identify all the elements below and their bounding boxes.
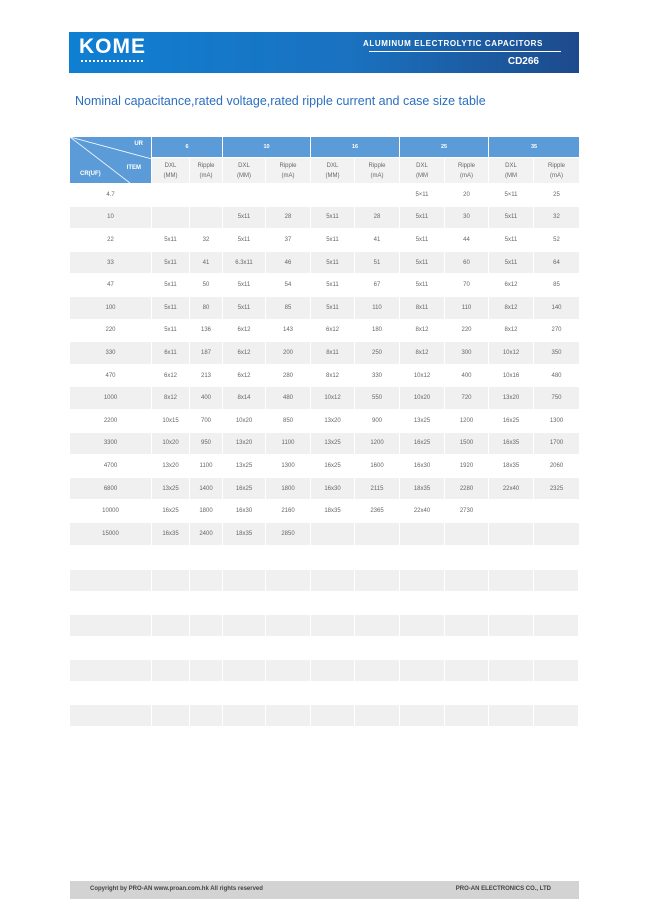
ripple-cell: 1300: [534, 410, 579, 433]
case-size-cell: 5x11: [311, 252, 355, 275]
table-body: [70, 184, 579, 546]
ripple-cell: 110: [355, 297, 400, 320]
empty-cell: [266, 570, 310, 591]
ripple-cell: 143: [266, 320, 311, 343]
ripple-cell: 2115: [355, 478, 400, 501]
case-size-cell: 8x14: [223, 387, 266, 410]
subheader-ripple: Ripple (mA): [445, 158, 489, 184]
case-size-cell: 5x11: [400, 229, 445, 252]
footer-company: PRO-AN ELECTRONICS CO., LTD: [455, 886, 551, 892]
case-size-cell: 10x16: [489, 365, 534, 388]
empty-cell: [70, 570, 151, 591]
ripple-cell: 2850: [266, 523, 311, 546]
capacitance-cell: 470: [70, 365, 152, 388]
case-size-cell: 13x25: [400, 410, 445, 433]
case-size-cell: 16x30: [223, 500, 266, 523]
empty-cell: [223, 660, 265, 681]
ripple-cell: 85: [534, 274, 579, 297]
case-size-cell: 5x11: [400, 252, 445, 275]
case-size-cell: 8x12: [400, 320, 445, 343]
kome-logo: [79, 36, 145, 68]
case-size-cell: 8x12: [489, 297, 534, 320]
case-size-cell: 5x11: [311, 274, 355, 297]
ripple-cell: 180: [355, 320, 400, 343]
ripple-cell: 28: [355, 207, 400, 230]
ripple-cell: 136: [190, 320, 223, 343]
ripple-cell: 1100: [266, 433, 311, 456]
ripple-cell: 1920: [445, 455, 489, 478]
empty-cell: [489, 570, 533, 591]
ripple-cell: 32: [190, 229, 223, 252]
ripple-cell: 1400: [190, 478, 223, 501]
case-size-cell: 8x12: [489, 320, 534, 343]
voltage-35: 35: [489, 137, 579, 158]
ripple-cell: 44: [445, 229, 489, 252]
case-size-cell: 5x11: [152, 297, 190, 320]
capacitance-cell: 4700: [70, 455, 152, 478]
case-size-cell: 13x20: [152, 455, 190, 478]
case-size-cell: 5x11: [311, 229, 355, 252]
case-size-cell: 6x12: [311, 320, 355, 343]
empty-cell: [190, 570, 222, 591]
table-row: [70, 342, 579, 365]
case-size-cell: 5x11: [223, 229, 266, 252]
empty-cell: [266, 615, 310, 636]
case-size-cell: 5x11: [311, 297, 355, 320]
ripple-cell: 2325: [534, 478, 579, 501]
empty-cell: [355, 705, 399, 726]
empty-cell: [400, 570, 444, 591]
ripple-cell: 400: [190, 387, 223, 410]
table-row: [70, 207, 579, 230]
empty-cell: [400, 615, 444, 636]
ripple-cell: 900: [355, 410, 400, 433]
empty-cell: [223, 570, 265, 591]
case-size-cell: 5x11: [152, 252, 190, 275]
ripple-cell: 60: [445, 252, 489, 275]
table-row: [70, 184, 579, 207]
ripple-cell: [445, 523, 489, 546]
empty-cell: [311, 660, 354, 681]
ripple-cell: 2365: [355, 500, 400, 523]
ripple-cell: 2400: [190, 523, 223, 546]
banner-divider: [369, 51, 561, 52]
ripple-cell: 850: [266, 410, 311, 433]
case-size-cell: 18x35: [489, 455, 534, 478]
corner-item: ITEM: [126, 165, 141, 171]
spec-table: [70, 137, 579, 546]
empty-cell: [70, 660, 151, 681]
corner-ur: UR: [134, 141, 143, 147]
ripple-cell: 54: [266, 274, 311, 297]
capacitance-cell: 4.7: [70, 184, 152, 207]
ripple-cell: 51: [355, 252, 400, 275]
case-size-cell: 6x12: [223, 320, 266, 343]
case-size-cell: [223, 184, 266, 207]
table-row: [70, 387, 579, 410]
ripple-cell: 1200: [445, 410, 489, 433]
capacitance-cell: 22: [70, 229, 152, 252]
ripple-cell: 110: [445, 297, 489, 320]
ripple-cell: 350: [534, 342, 579, 365]
case-size-cell: 8x11: [400, 297, 445, 320]
capacitance-cell: 33: [70, 252, 152, 275]
case-size-cell: 5x11: [223, 274, 266, 297]
ripple-cell: 2280: [445, 478, 489, 501]
subheader-dxl: DXL (MM: [400, 158, 445, 184]
ripple-cell: 2060: [534, 455, 579, 478]
ripple-cell: 41: [190, 252, 223, 275]
case-size-cell: 16x25: [311, 455, 355, 478]
empty-cell: [266, 705, 310, 726]
corner-cr: CR(UF): [80, 171, 101, 177]
ripple-cell: 480: [266, 387, 311, 410]
case-size-cell: 13x25: [311, 433, 355, 456]
ripple-cell: 220: [445, 320, 489, 343]
case-size-cell: 18x35: [311, 500, 355, 523]
case-size-cell: 10x20: [223, 410, 266, 433]
case-size-cell: 22x40: [489, 478, 534, 501]
empty-cell: [445, 705, 488, 726]
case-size-cell: 6x12: [223, 365, 266, 388]
table-row: [70, 410, 579, 433]
case-size-cell: 8x12: [152, 387, 190, 410]
ripple-cell: 2160: [266, 500, 311, 523]
case-size-cell: 6x12: [152, 365, 190, 388]
subheader-dxl: DXL (MM): [223, 158, 266, 184]
case-size-cell: [311, 184, 355, 207]
case-size-cell: 13x20: [223, 433, 266, 456]
case-size-cell: 10x15: [152, 410, 190, 433]
empty-cell: [400, 660, 444, 681]
ripple-cell: 2730: [445, 500, 489, 523]
ripple-cell: [534, 500, 579, 523]
case-size-cell: 16x25: [152, 500, 190, 523]
case-size-cell: [489, 500, 534, 523]
empty-row: [70, 570, 579, 591]
ripple-cell: 1700: [534, 433, 579, 456]
capacitance-cell: 10: [70, 207, 152, 230]
ripple-cell: [534, 523, 579, 546]
empty-cell: [223, 615, 265, 636]
case-size-cell: 5x11: [489, 229, 534, 252]
case-size-cell: [489, 523, 534, 546]
ripple-cell: 213: [190, 365, 223, 388]
ripple-cell: [190, 184, 223, 207]
empty-cell: [534, 705, 578, 726]
ripple-cell: [190, 207, 223, 230]
empty-cell: [311, 615, 354, 636]
case-size-cell: 6x12: [223, 342, 266, 365]
case-size-cell: 6x11: [152, 342, 190, 365]
empty-cell: [489, 660, 533, 681]
capacitance-cell: 220: [70, 320, 152, 343]
case-size-cell: 5x11: [152, 320, 190, 343]
ripple-cell: 270: [534, 320, 579, 343]
empty-cell: [534, 660, 578, 681]
empty-cell: [445, 570, 488, 591]
empty-cell: [534, 615, 578, 636]
case-size-cell: 10x20: [400, 387, 445, 410]
ripple-cell: 280: [266, 365, 311, 388]
ripple-cell: 1100: [190, 455, 223, 478]
case-size-cell: 16x25: [400, 433, 445, 456]
case-size-cell: 16x25: [489, 410, 534, 433]
ripple-cell: 50: [190, 274, 223, 297]
case-size-cell: 5x11: [489, 207, 534, 230]
table-corner: [70, 137, 152, 184]
voltage-10: 10: [223, 137, 311, 158]
ripple-cell: 950: [190, 433, 223, 456]
ripple-cell: [355, 184, 400, 207]
ripple-cell: 67: [355, 274, 400, 297]
case-size-cell: 5x11: [400, 207, 445, 230]
empty-cell: [489, 615, 533, 636]
case-size-cell: 10x12: [400, 365, 445, 388]
empty-cell: [311, 705, 354, 726]
ripple-cell: 1500: [445, 433, 489, 456]
ripple-cell: 52: [534, 229, 579, 252]
logo-dots: [81, 60, 143, 68]
ripple-cell: 30: [445, 207, 489, 230]
footer-bar: [70, 881, 579, 899]
ripple-cell: 250: [355, 342, 400, 365]
case-size-cell: 10x12: [311, 387, 355, 410]
ripple-cell: 25: [534, 184, 579, 207]
case-size-cell: 13x25: [223, 455, 266, 478]
empty-row: [70, 615, 579, 636]
ripple-cell: 70: [445, 274, 489, 297]
capacitance-cell: 1000: [70, 387, 152, 410]
ripple-cell: 330: [355, 365, 400, 388]
empty-cell: [445, 660, 488, 681]
ripple-cell: 85: [266, 297, 311, 320]
ripple-cell: 37: [266, 229, 311, 252]
subheader-ripple: Ripple (mA): [534, 158, 579, 184]
empty-cell: [70, 705, 151, 726]
empty-cell: [190, 615, 222, 636]
voltage-6: 6: [152, 137, 223, 158]
capacitance-cell: 10000: [70, 500, 152, 523]
ripple-cell: 550: [355, 387, 400, 410]
voltage-16: 16: [311, 137, 400, 158]
ripple-cell: 1300: [266, 455, 311, 478]
case-size-cell: [400, 523, 445, 546]
empty-cell: [70, 615, 151, 636]
subheader-dxl: DXL (MM): [152, 158, 190, 184]
empty-cell: [266, 660, 310, 681]
empty-cell: [152, 660, 189, 681]
case-size-cell: 18x35: [223, 523, 266, 546]
capacitance-cell: 3300: [70, 433, 152, 456]
table-row: [70, 455, 579, 478]
ripple-cell: [266, 184, 311, 207]
voltage-header-row: [70, 137, 579, 158]
capacitance-cell: 6800: [70, 478, 152, 501]
case-size-cell: 13x20: [311, 410, 355, 433]
logo-text: KOME: [79, 35, 146, 58]
case-size-cell: [311, 523, 355, 546]
ripple-cell: 1800: [190, 500, 223, 523]
empty-row: [70, 705, 579, 726]
capacitance-cell: 330: [70, 342, 152, 365]
footer-copyright: Copyright by PRO-AN www.proan.com.hk All rights reserved: [90, 886, 263, 892]
subheader-dxl: DXL (MM: [489, 158, 534, 184]
ripple-cell: 140: [534, 297, 579, 320]
table-row: [70, 523, 579, 546]
ripple-cell: 480: [534, 365, 579, 388]
ripple-cell: 32: [534, 207, 579, 230]
case-size-cell: 5x11: [223, 207, 266, 230]
subheader-dxl: DXL (MM): [311, 158, 355, 184]
ripple-cell: 200: [266, 342, 311, 365]
ripple-cell: 720: [445, 387, 489, 410]
subheader-ripple: Ripple (mA): [190, 158, 223, 184]
empty-cell: [534, 570, 578, 591]
ripple-cell: 64: [534, 252, 579, 275]
empty-cell: [355, 615, 399, 636]
case-size-cell: 18x35: [400, 478, 445, 501]
header-banner: [69, 32, 579, 73]
table-row: [70, 252, 579, 275]
empty-cell: [190, 660, 222, 681]
case-size-cell: 8x12: [311, 365, 355, 388]
empty-row: [70, 660, 579, 681]
table-row: [70, 365, 579, 388]
subheader-ripple: Ripple (mA): [266, 158, 311, 184]
table-row: [70, 500, 579, 523]
capacitance-cell: 100: [70, 297, 152, 320]
ripple-cell: 46: [266, 252, 311, 275]
series-title: ALUMINUM ELECTROLYTIC CAPACITORS: [363, 39, 543, 48]
empty-cell: [355, 570, 399, 591]
ripple-cell: 700: [190, 410, 223, 433]
ripple-cell: 1600: [355, 455, 400, 478]
empty-cell: [445, 615, 488, 636]
case-size-cell: 5x11: [489, 252, 534, 275]
case-size-cell: 5x11: [152, 229, 190, 252]
ripple-cell: 1200: [355, 433, 400, 456]
series-code: CD266: [507, 56, 539, 67]
case-size-cell: 5x11: [223, 297, 266, 320]
empty-cell: [489, 705, 533, 726]
ripple-cell: 187: [190, 342, 223, 365]
case-size-cell: 5x11: [152, 274, 190, 297]
empty-cell: [223, 705, 265, 726]
voltage-25: 25: [400, 137, 489, 158]
case-size-cell: 10x20: [152, 433, 190, 456]
case-size-cell: [152, 207, 190, 230]
case-size-cell: 16x35: [489, 433, 534, 456]
case-size-cell: 13x25: [152, 478, 190, 501]
case-size-cell: 13x20: [489, 387, 534, 410]
empty-cell: [190, 705, 222, 726]
case-size-cell: 22x40: [400, 500, 445, 523]
table-row: [70, 297, 579, 320]
ripple-cell: 20: [445, 184, 489, 207]
empty-cell: [152, 705, 189, 726]
capacitance-cell: 15000: [70, 523, 152, 546]
table-row: [70, 274, 579, 297]
ripple-cell: 1800: [266, 478, 311, 501]
table-row: [70, 320, 579, 343]
ripple-cell: 28: [266, 207, 311, 230]
case-size-cell: 16x35: [152, 523, 190, 546]
page-heading: Nominal capacitance,rated voltage,rated ripple current and case size table: [75, 94, 486, 108]
capacitance-cell: 2200: [70, 410, 152, 433]
case-size-cell: 16x25: [223, 478, 266, 501]
empty-cell: [152, 615, 189, 636]
empty-cell: [152, 570, 189, 591]
empty-cell: [355, 660, 399, 681]
empty-cell: [311, 570, 354, 591]
ripple-cell: [355, 523, 400, 546]
case-size-cell: 5x11: [311, 207, 355, 230]
ripple-cell: 300: [445, 342, 489, 365]
ripple-cell: 41: [355, 229, 400, 252]
ripple-cell: 400: [445, 365, 489, 388]
table-row: [70, 478, 579, 501]
case-size-cell: 5×11: [400, 184, 445, 207]
table-row: [70, 229, 579, 252]
case-size-cell: 5×11: [489, 184, 534, 207]
table-row: [70, 433, 579, 456]
case-size-cell: [152, 184, 190, 207]
case-size-cell: 5x11: [400, 274, 445, 297]
ripple-cell: 80: [190, 297, 223, 320]
case-size-cell: 8x11: [311, 342, 355, 365]
subheader-ripple: Ripple (mA): [355, 158, 400, 184]
case-size-cell: 16x30: [400, 455, 445, 478]
case-size-cell: 8x12: [400, 342, 445, 365]
empty-cell: [400, 705, 444, 726]
case-size-cell: 6.3x11: [223, 252, 266, 275]
capacitance-cell: 47: [70, 274, 152, 297]
case-size-cell: 16x30: [311, 478, 355, 501]
case-size-cell: 6x12: [489, 274, 534, 297]
case-size-cell: 10x12: [489, 342, 534, 365]
ripple-cell: 750: [534, 387, 579, 410]
